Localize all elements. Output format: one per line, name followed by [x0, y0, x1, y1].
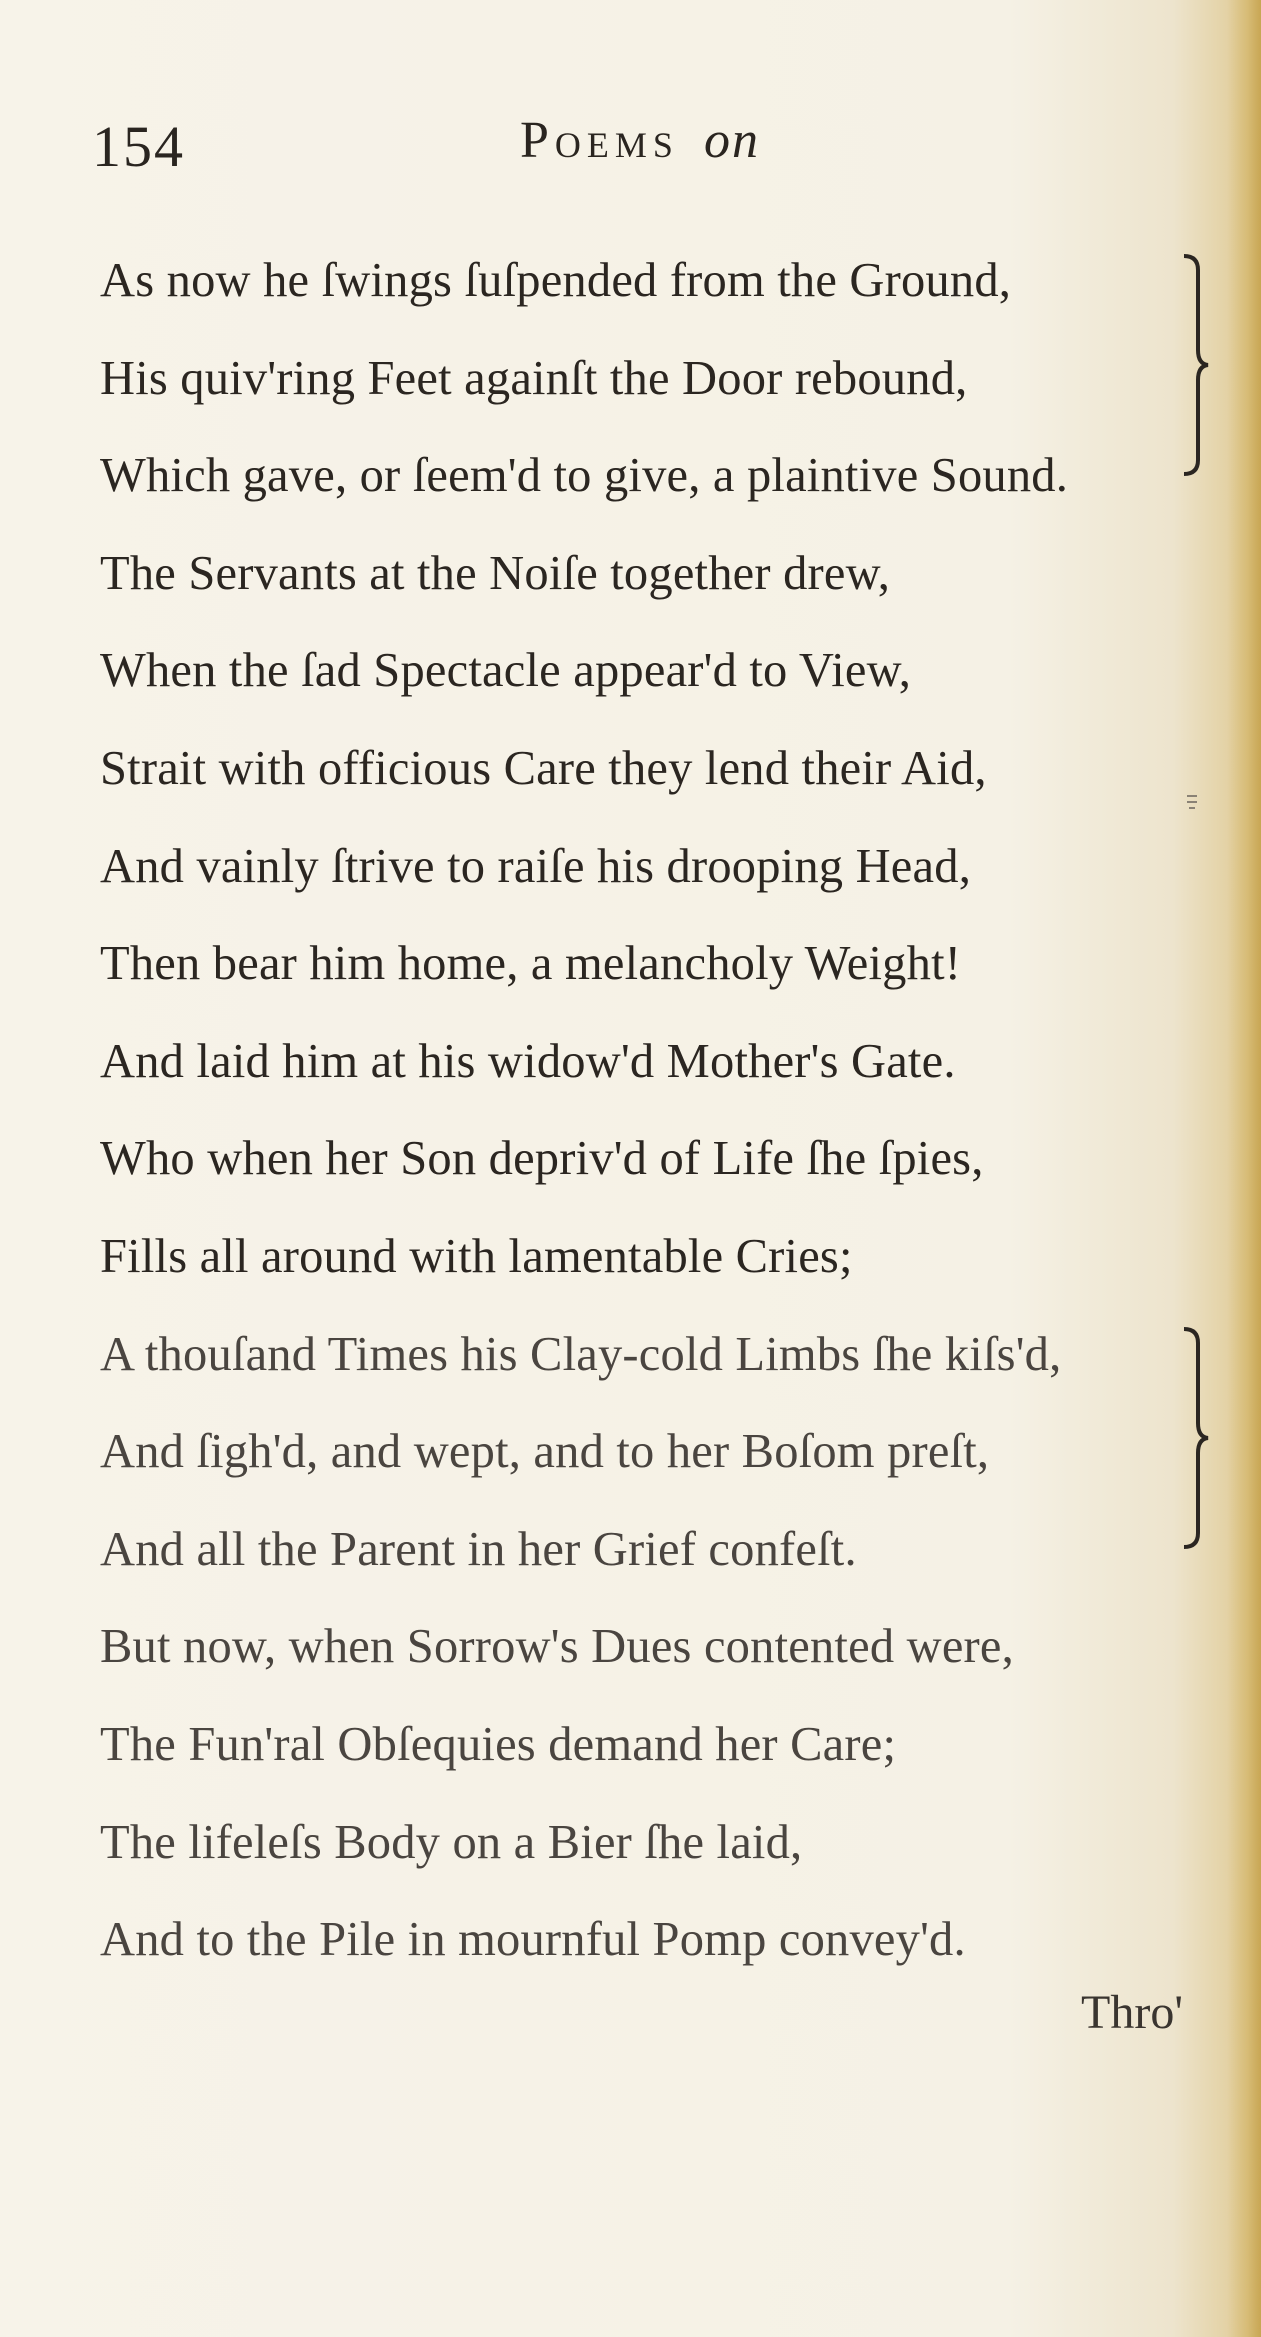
verse-line: And all the Parent in her Grief confeſt. [100, 1522, 857, 1576]
triplet-brace-icon [1178, 1323, 1218, 1553]
verse-line: Then bear him home, a melancholy Weight! [100, 937, 962, 991]
running-head-italic: on [703, 112, 760, 169]
running-head [520, 111, 760, 170]
margin-mark-icon [1185, 792, 1199, 816]
verse-line: The lifeleſs Body on a Bier ſhe laid, [100, 1815, 803, 1869]
verse-line: But now, when Sorrow's Dues contented were, [100, 1620, 1014, 1674]
verse-line: Which gave, or ſeem'd to give, a plaintive Sound. [100, 449, 1069, 503]
verse-line: The Fun'ral Obſequies demand her Care; [100, 1717, 897, 1771]
page-header [0, 105, 1261, 185]
verse-line: And ſigh'd, and wept, and to her Boſom preſt, [100, 1425, 990, 1479]
verse-line: His quiv'ring Feet againſt the Door rebound, [100, 351, 968, 405]
running-head-title: Poems [520, 112, 679, 169]
verse-line: A thouſand Times his Clay-cold Limbs ſhe kiſs'd, [100, 1327, 1062, 1381]
verse-line: Fills all around with lamentable Cries; [100, 1229, 853, 1283]
verse-line: Strait with officious Care they lend their Aid, [100, 741, 987, 795]
verse-line: When the ſad Spectacle appear'd to View, [100, 644, 912, 698]
page-number: 154 [92, 114, 185, 179]
verse-line: The Servants at the Noiſe together drew, [100, 546, 891, 600]
verse-line: Who when her Son depriv'd of Life ſhe ſpies, [100, 1132, 984, 1186]
verse-line: As now he ſwings ſuſpended from the Ground, [100, 254, 1012, 307]
triplet-brace-icon [1178, 250, 1218, 480]
page-edge-stain [1227, 0, 1261, 2337]
poem-text [100, 232, 1200, 1989]
verse-line: And vainly ſtrive to raiſe his drooping Head, [100, 839, 972, 893]
catchword: Thro' [1081, 1986, 1183, 2039]
verse-line: And laid him at his widow'd Mother's Gate. [100, 1034, 956, 1088]
verse-line: And to the Pile in mournful Pomp convey'd. [100, 1913, 966, 1967]
